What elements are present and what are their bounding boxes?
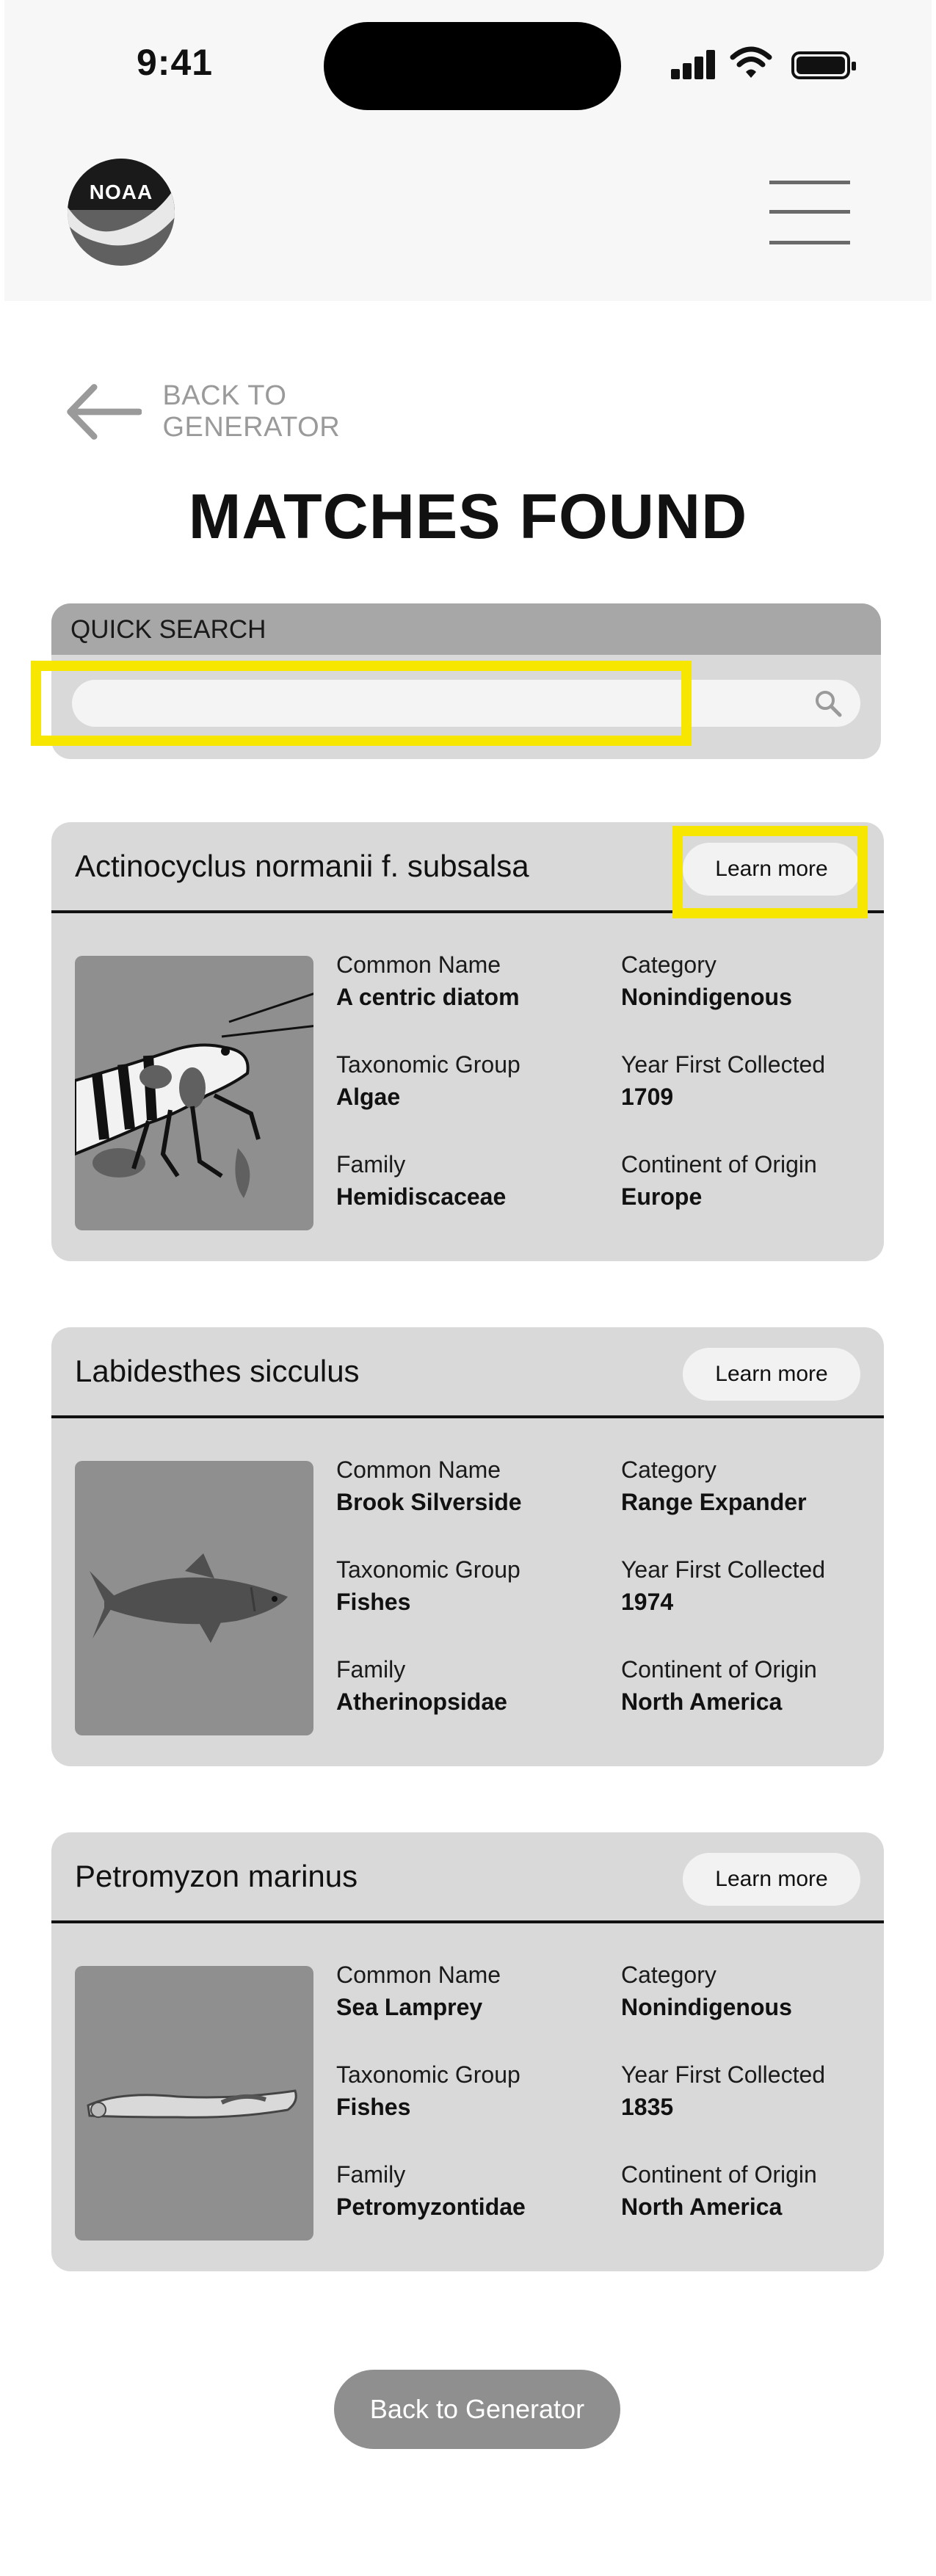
learn-more-button[interactable]: Learn more <box>683 843 860 896</box>
species-name: Actinocyclus normanii f. subsalsa <box>75 849 529 883</box>
hamburger-menu-icon[interactable] <box>769 176 850 250</box>
bird-emblem-icon <box>68 159 175 266</box>
year-first-collected-field: Year First Collected 1709 <box>621 1051 826 1110</box>
year-first-collected-field: Year First Collected 1835 <box>621 2061 826 2120</box>
category-field: Category Range Expander <box>621 1456 807 1515</box>
shrimp-icon <box>75 956 313 1230</box>
result-card-header <box>51 1832 884 1923</box>
common-name-field: Common Name A centric diatom <box>336 951 520 1010</box>
result-card-header <box>51 1327 884 1418</box>
battery-icon <box>791 51 850 79</box>
learn-more-button[interactable]: Learn more <box>683 1348 860 1401</box>
species-name: Labidesthes sicculus <box>75 1354 360 1388</box>
back-link-label: BACK TO GENERATOR <box>162 380 341 443</box>
taxonomic-group-field: Taxonomic Group Fishes <box>336 2061 520 2120</box>
back-to-generator-button[interactable]: Back to Generator <box>334 2370 620 2449</box>
page-title: MATCHES FOUND <box>188 482 748 552</box>
top-bar <box>4 0 932 301</box>
search-highlight-box <box>31 661 692 746</box>
back-to-generator-link[interactable] <box>63 380 460 443</box>
species-image <box>75 1461 313 1735</box>
common-name-field: Common Name Sea Lamprey <box>336 1962 501 2020</box>
status-time: 9:41 <box>137 42 214 83</box>
learn-more-highlight-box <box>672 826 868 918</box>
species-image <box>75 956 313 1230</box>
wifi-icon <box>730 46 772 79</box>
species-image <box>75 1966 313 2241</box>
family-field: Family Atherinopsidae <box>336 1656 507 1715</box>
family-field: Family Petromyzontidae <box>336 2161 526 2220</box>
dynamic-island <box>324 22 621 110</box>
continent-of-origin-field: Continent of Origin Europe <box>621 1151 817 1210</box>
quick-search-header <box>51 603 881 655</box>
lamprey-icon <box>75 1966 313 2241</box>
search-icon[interactable] <box>810 686 846 721</box>
species-name: Petromyzon marinus <box>75 1859 358 1893</box>
taxonomic-group-field: Taxonomic Group Fishes <box>336 1556 520 1615</box>
taxonomic-group-field: Taxonomic Group Algae <box>336 1051 520 1110</box>
learn-more-button[interactable]: Learn more <box>683 1853 860 1906</box>
quick-search-label: QUICK SEARCH <box>70 615 266 644</box>
arrow-left-icon <box>63 380 142 443</box>
common-name-field: Common Name Brook Silverside <box>336 1456 522 1515</box>
continent-of-origin-field: Continent of Origin North America <box>621 2161 817 2220</box>
result-card <box>51 1832 884 2271</box>
category-field: Category Nonindigenous <box>621 1962 792 2020</box>
continent-of-origin-field: Continent of Origin North America <box>621 1656 817 1715</box>
result-card <box>51 1327 884 1766</box>
category-field: Category Nonindigenous <box>621 951 792 1010</box>
logo-text: NOAA <box>89 181 153 203</box>
noaa-logo[interactable] <box>68 159 175 266</box>
fish-icon <box>75 1461 313 1735</box>
year-first-collected-field: Year First Collected 1974 <box>621 1556 826 1615</box>
family-field: Family Hemidiscaceae <box>336 1151 507 1210</box>
cellular-signal-icon <box>671 50 716 79</box>
